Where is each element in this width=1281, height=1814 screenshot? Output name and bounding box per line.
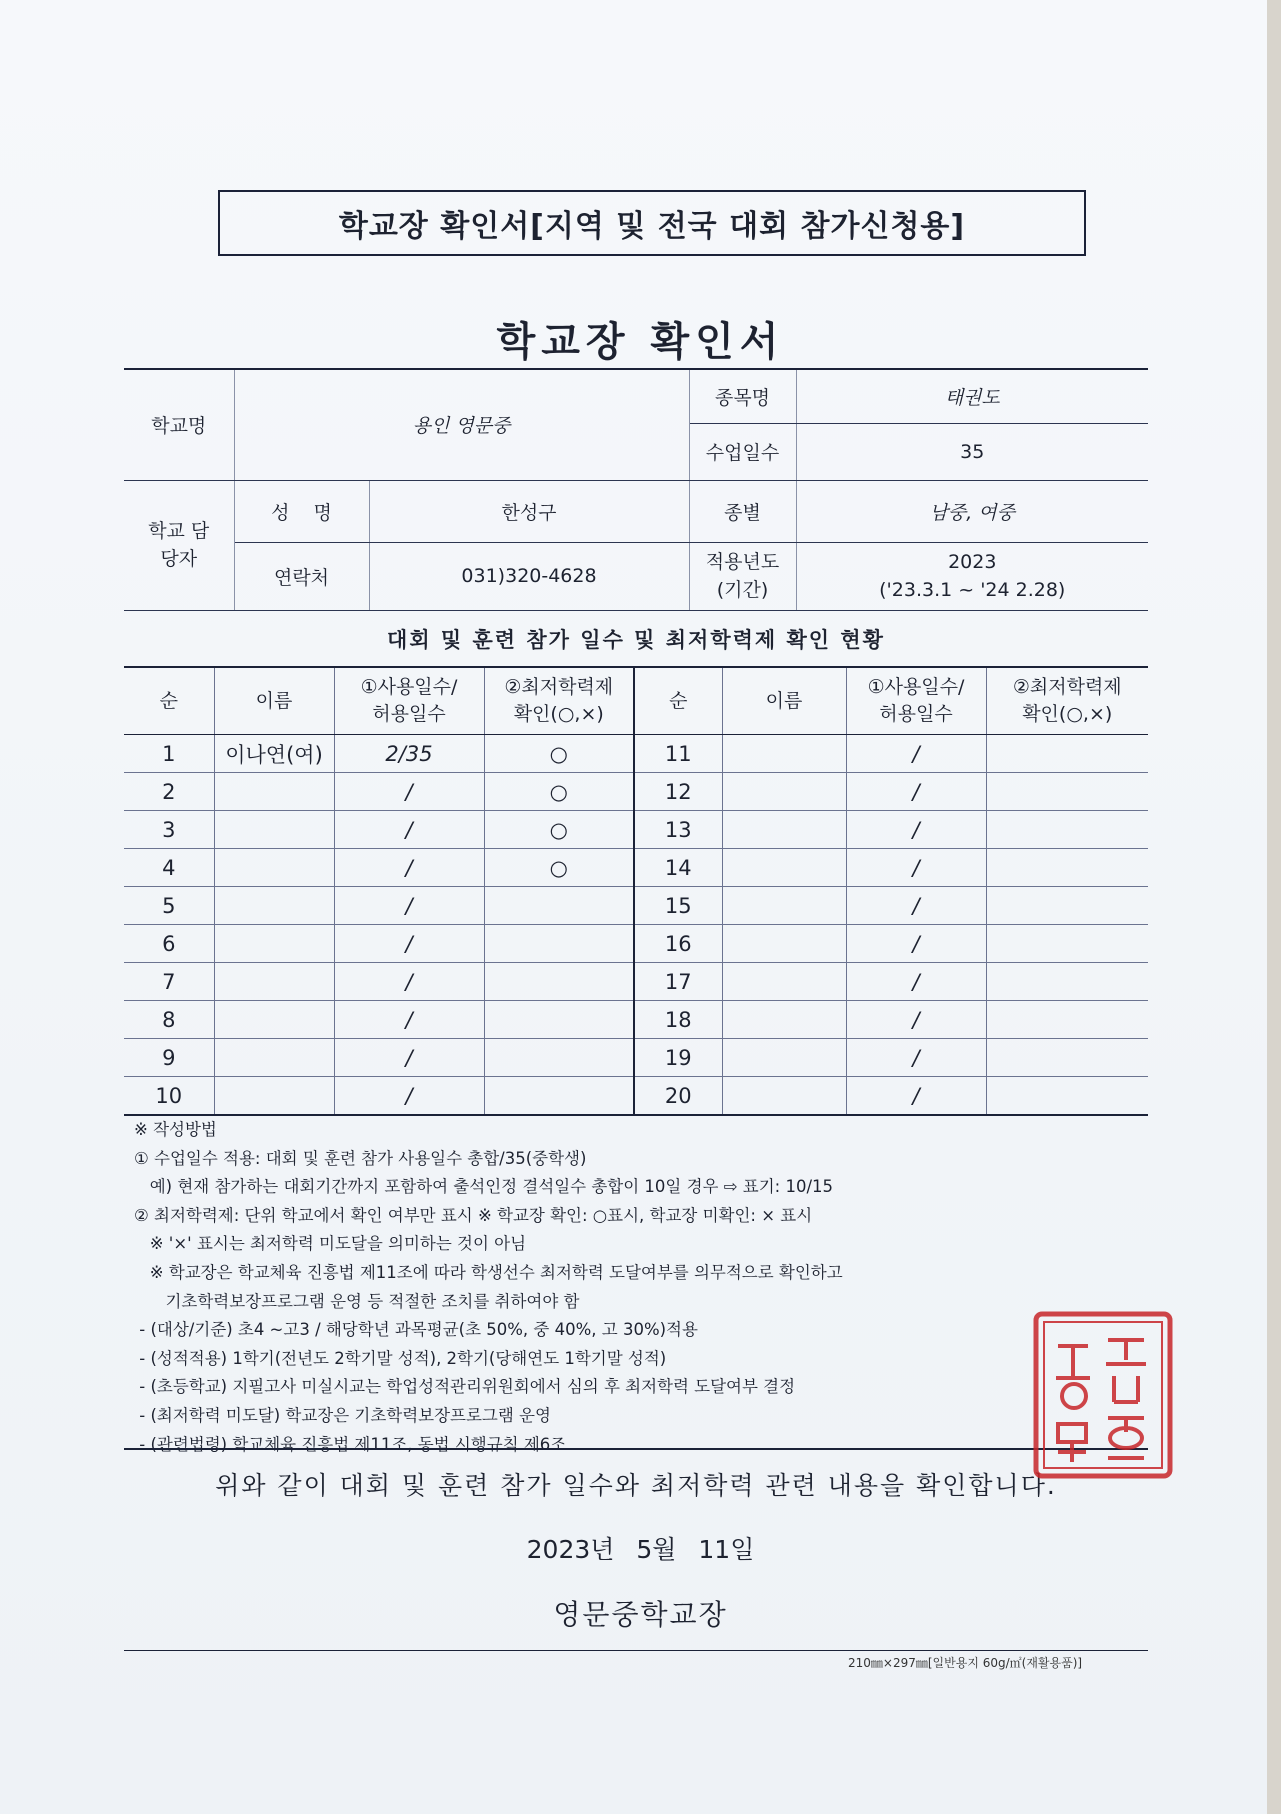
academic-check: [484, 887, 634, 925]
days-used: /: [334, 811, 484, 849]
header-check: [484, 667, 634, 735]
row-number: 4: [124, 849, 214, 887]
student-name: [214, 1001, 334, 1039]
divider-line: [124, 1448, 1148, 1450]
header-no: 순: [634, 667, 722, 735]
student-name: 이나연(여): [214, 735, 334, 773]
row-number: 8: [124, 1001, 214, 1039]
header-check-line1: ②최저학력제: [504, 676, 614, 698]
table-row: [124, 811, 1148, 849]
table-row: [124, 849, 1148, 887]
year-value: 2023: [948, 551, 997, 573]
student-name: [722, 887, 846, 925]
paper-spec-note: 210㎜×297㎜[일반용지 60g/㎡(재활용품)]: [848, 1656, 1083, 1670]
row-number: 14: [634, 849, 722, 887]
academic-check: [484, 925, 634, 963]
table-row: [124, 963, 1148, 1001]
student-name: [214, 773, 334, 811]
event-value: 태권도: [796, 369, 1148, 423]
participation-table: [124, 666, 1148, 1116]
table-row: [124, 1039, 1148, 1077]
days-used: /: [846, 773, 986, 811]
header-days: [334, 667, 484, 735]
confirmation-text: 위와 같이 대회 및 훈련 참가 일수와 최저학력 관련 내용을 확인합니다.: [215, 1471, 1057, 1500]
table-row: [124, 735, 1148, 773]
row-number: 2: [124, 773, 214, 811]
student-name: [722, 963, 846, 1001]
row-number: 17: [634, 963, 722, 1001]
days-used: /: [334, 849, 484, 887]
row-number: 18: [634, 1001, 722, 1039]
academic-check: [986, 735, 1148, 773]
academic-check: [484, 963, 634, 1001]
header-days: [846, 667, 986, 735]
year-label-cell: [689, 542, 796, 610]
header-no: 순: [124, 667, 214, 735]
header-check: [986, 667, 1148, 735]
academic-check: [986, 849, 1148, 887]
note-line: 예) 현재 참가하는 대회기간까지 포함하여 출석인정 결석일수 총합이 10일 경우 ⇨ 표기: 10/15: [134, 1177, 834, 1197]
row-number: 7: [124, 963, 214, 1001]
year-value-cell: [796, 542, 1148, 610]
manager-label: 학교 담당자: [124, 480, 234, 610]
student-name: [722, 811, 846, 849]
academic-check: [986, 773, 1148, 811]
days-used: /: [334, 1039, 484, 1077]
row-number: 11: [634, 735, 722, 773]
row-number: 10: [124, 1077, 214, 1116]
academic-check: [484, 1001, 634, 1039]
contact-label: 연락처: [234, 542, 369, 610]
principal-name: 영문중학교장: [553, 1598, 728, 1631]
row-number: 5: [124, 887, 214, 925]
header-check-line2: 확인(○,×): [1022, 703, 1113, 725]
year-label-sub: (기간): [716, 579, 769, 601]
days-used: /: [846, 849, 986, 887]
student-name: [722, 849, 846, 887]
table-row: [124, 1077, 1148, 1116]
days-used: /: [846, 887, 986, 925]
notes-section: [134, 1116, 1164, 1459]
days-used: /: [846, 1039, 986, 1077]
days-used: /: [846, 925, 986, 963]
academic-check: ○: [484, 735, 634, 773]
student-name: [722, 1077, 846, 1116]
days-used: /: [846, 1001, 986, 1039]
student-name: [214, 887, 334, 925]
student-name: [722, 735, 846, 773]
name-value: 한성구: [369, 480, 689, 542]
academic-check: [986, 811, 1148, 849]
student-name: [214, 1039, 334, 1077]
days-used: /: [846, 1077, 986, 1116]
academic-check: ○: [484, 849, 634, 887]
academic-check: [986, 1001, 1148, 1039]
school-value: 용인 영문중: [234, 369, 689, 480]
note-line: ※ 학교장은 학교체육 진흥법 제11조에 따라 학생선수 최저학력 도달여부를 의무적으로 확인하고: [134, 1262, 843, 1282]
school-info-table: [124, 368, 1148, 611]
contact-value: 031)320-4628: [369, 542, 689, 610]
days-used: /: [334, 925, 484, 963]
header-days-line1: ①사용일수/: [867, 676, 965, 698]
note-line: ※ '×' 표시는 최저학력 미도달을 의미하는 것이 아님: [134, 1234, 527, 1254]
header-days-line2: 허용일수: [372, 703, 446, 725]
academic-check: [986, 887, 1148, 925]
academic-check: [986, 925, 1148, 963]
row-number: 12: [634, 773, 722, 811]
days-used: 2/35: [334, 735, 484, 773]
name-label: 성 명: [234, 480, 369, 542]
student-name: [214, 849, 334, 887]
academic-check: [986, 1077, 1148, 1116]
row-number: 20: [634, 1077, 722, 1116]
notes-heading: ※ 작성방법: [134, 1120, 217, 1139]
note-line: - (최저학력 미도달) 학교장은 기초학력보장프로그램 운영: [134, 1405, 551, 1425]
days-used: /: [334, 1077, 484, 1116]
gender-label: 종별: [689, 480, 796, 542]
student-name: [214, 811, 334, 849]
row-number: 1: [124, 735, 214, 773]
table-row: [124, 1001, 1148, 1039]
academic-check: [484, 1039, 634, 1077]
note-line: 기초학력보장프로그램 운영 등 적절한 조치를 취하여야 함: [134, 1291, 580, 1311]
row-number: 13: [634, 811, 722, 849]
row-number: 15: [634, 887, 722, 925]
days-used: /: [334, 887, 484, 925]
document-header: [218, 190, 1086, 256]
days-label: 수업일수: [689, 423, 796, 480]
note-line: ① 수업일수 적용: 대회 및 훈련 참가 사용일수 총합/35(중학생): [134, 1148, 587, 1168]
gender-value: 남중, 여중: [796, 480, 1148, 542]
note-line: - (성적적용) 1학기(전년도 2학기말 성적), 2학기(당해연도 1학기말 성적): [134, 1348, 667, 1368]
year-period: ('23.3.1 ~ '24 2.28): [879, 579, 1066, 601]
student-name: [214, 1077, 334, 1116]
header-days-line2: 허용일수: [879, 703, 953, 725]
days-used: /: [334, 773, 484, 811]
official-seal-icon: [1028, 1306, 1178, 1484]
year-label: 적용년도: [705, 551, 780, 573]
student-name: [722, 773, 846, 811]
student-name: [722, 1001, 846, 1039]
header-check-line1: ②최저학력제: [1012, 676, 1122, 698]
days-used: /: [846, 735, 986, 773]
days-used: /: [846, 811, 986, 849]
footer-divider: [124, 1650, 1148, 1651]
table-row: [124, 887, 1148, 925]
document-title: 학교장 확인서: [496, 319, 785, 365]
header-name: 이름: [214, 667, 334, 735]
event-label: 종목명: [689, 369, 796, 423]
student-name: [722, 1039, 846, 1077]
academic-check: [484, 1077, 634, 1116]
days-used: /: [334, 1001, 484, 1039]
header-title: 학교장 확인서[지역 및 전국 대회 참가신청용]: [338, 209, 966, 244]
table-row: [124, 925, 1148, 963]
section-title: 대회 및 훈련 참가 일수 및 최저학력제 확인 현황: [387, 628, 885, 652]
row-number: 9: [124, 1039, 214, 1077]
note-line: ② 최저학력제: 단위 학교에서 확인 여부만 표시 ※ 학교장 확인: ○표시, 학교장 미확인: × 표시: [134, 1205, 813, 1225]
academic-check: ○: [484, 811, 634, 849]
note-line: - (관련법령) 학교체육 진흥법 제11조, 동법 시행규칙 제6조: [134, 1434, 567, 1454]
student-name: [722, 925, 846, 963]
days-used: /: [846, 963, 986, 1001]
header-days-line1: ①사용일수/: [360, 676, 458, 698]
row-number: 6: [124, 925, 214, 963]
days-value: 35: [796, 423, 1148, 480]
student-name: [214, 925, 334, 963]
row-number: 3: [124, 811, 214, 849]
academic-check: [986, 963, 1148, 1001]
school-label: 학교명: [124, 369, 234, 480]
header-check-line2: 확인(○,×): [513, 703, 604, 725]
issue-date: 2023년 5월 11일: [526, 1535, 755, 1564]
days-used: /: [334, 963, 484, 1001]
note-line: - (대상/기준) 초4 ~고3 / 해당학년 과목평균(초 50%, 중 40%, 고 30%)적용: [134, 1320, 698, 1340]
table-row: [124, 773, 1148, 811]
header-name: 이름: [722, 667, 846, 735]
row-number: 19: [634, 1039, 722, 1077]
academic-check: ○: [484, 773, 634, 811]
academic-check: [986, 1039, 1148, 1077]
student-name: [214, 963, 334, 1001]
row-number: 16: [634, 925, 722, 963]
note-line: - (초등학교) 지필고사 미실시교는 학업성적관리위원회에서 심의 후 최저학력 도달여부 결정: [134, 1377, 796, 1397]
